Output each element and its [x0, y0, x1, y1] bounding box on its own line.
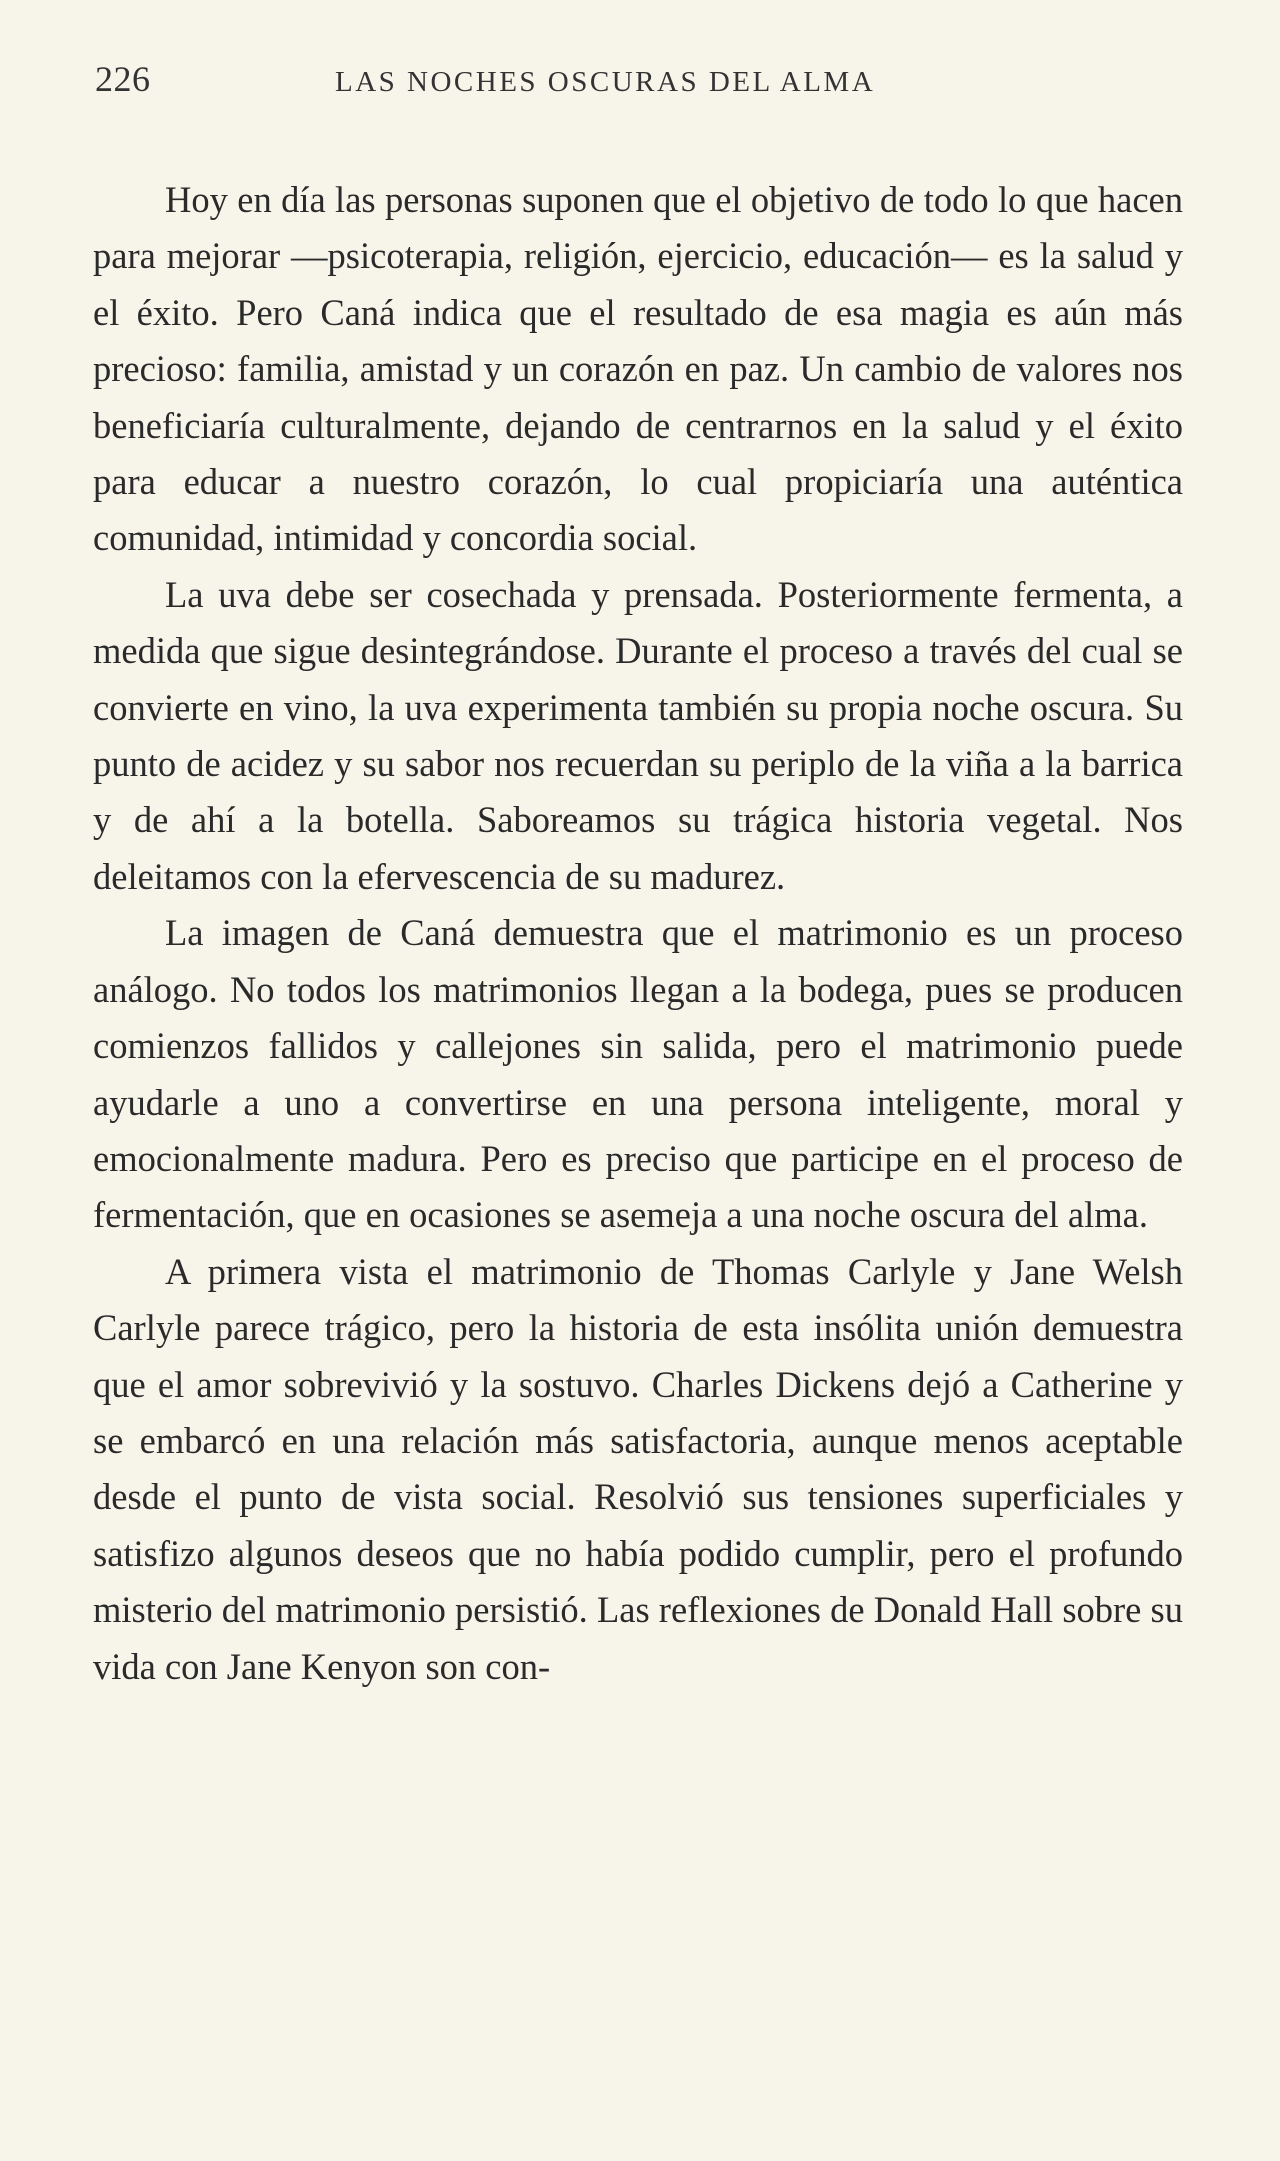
- paragraph: La imagen de Caná demuestra que el matrimonio es un proceso análogo. No todos los matrimonios llegan a la bodega, pues se producen comienzos fallidos y callejones sin salida, pero el matrimonio puede ayudarle a uno a convertirse en una persona inteligente, moral y emocionalmente madura. Pero es preciso que participe en el proceso de fermentación, que en ocasiones se asemeja a una noche oscura del alma.: [93, 912, 1183, 1236]
- body-text: [93, 172, 1183, 1695]
- running-head: [95, 58, 1185, 106]
- paragraph: A primera vista el matrimonio de Thomas Carlyle y Jane Welsh Carlyle parece trágico, pero la historia de esta insólita unión demuestra que el amor sobrevivió y la sostuvo. Charles Dickens dejó a Catherine y se embarcó en una relación más satisfactoria, aunque menos aceptable desde el punto de vista social. Resolvió sus tensiones superficiales y satisfizo algunos deseos que no había podido cumplir, pero el profundo misterio del matrimonio persistió. Las reflexiones de Donald Hall sobre su vida con Jane Kenyon son con-: [93, 1250, 1183, 1687]
- book-title: LAS NOCHES OSCURAS DEL ALMA: [335, 66, 876, 98]
- paragraph: La uva debe ser cosechada y prensada. Posteriormente fermenta, a medida que sigue desintegrándose. Durante el proceso a través del cual se convierte en vino, la uva experimenta también su propia noche oscura. Su punto de acidez y su sabor nos recuerdan su periplo de la viña a la barrica y de ahí a la botella. Saboreamos su trágica historia vegetal. Nos deleitamos con la efervescencia de su madurez.: [93, 573, 1183, 897]
- paragraph: Hoy en día las personas suponen que el objetivo de todo lo que hacen para mejorar —psicoterapia, religión, ejercicio, educación— es la salud y el éxito. Pero Caná indica que el resultado de esa magia es aún más precioso: familia, amistad y un corazón en paz. Un cambio de valores nos beneficiaría culturalmente, dejando de centrarnos en la salud y el éxito para educar a nuestro corazón, lo cual propiciaría una auténtica comunidad, intimidad y concordia social.: [93, 179, 1183, 559]
- page-number: 226: [95, 59, 151, 99]
